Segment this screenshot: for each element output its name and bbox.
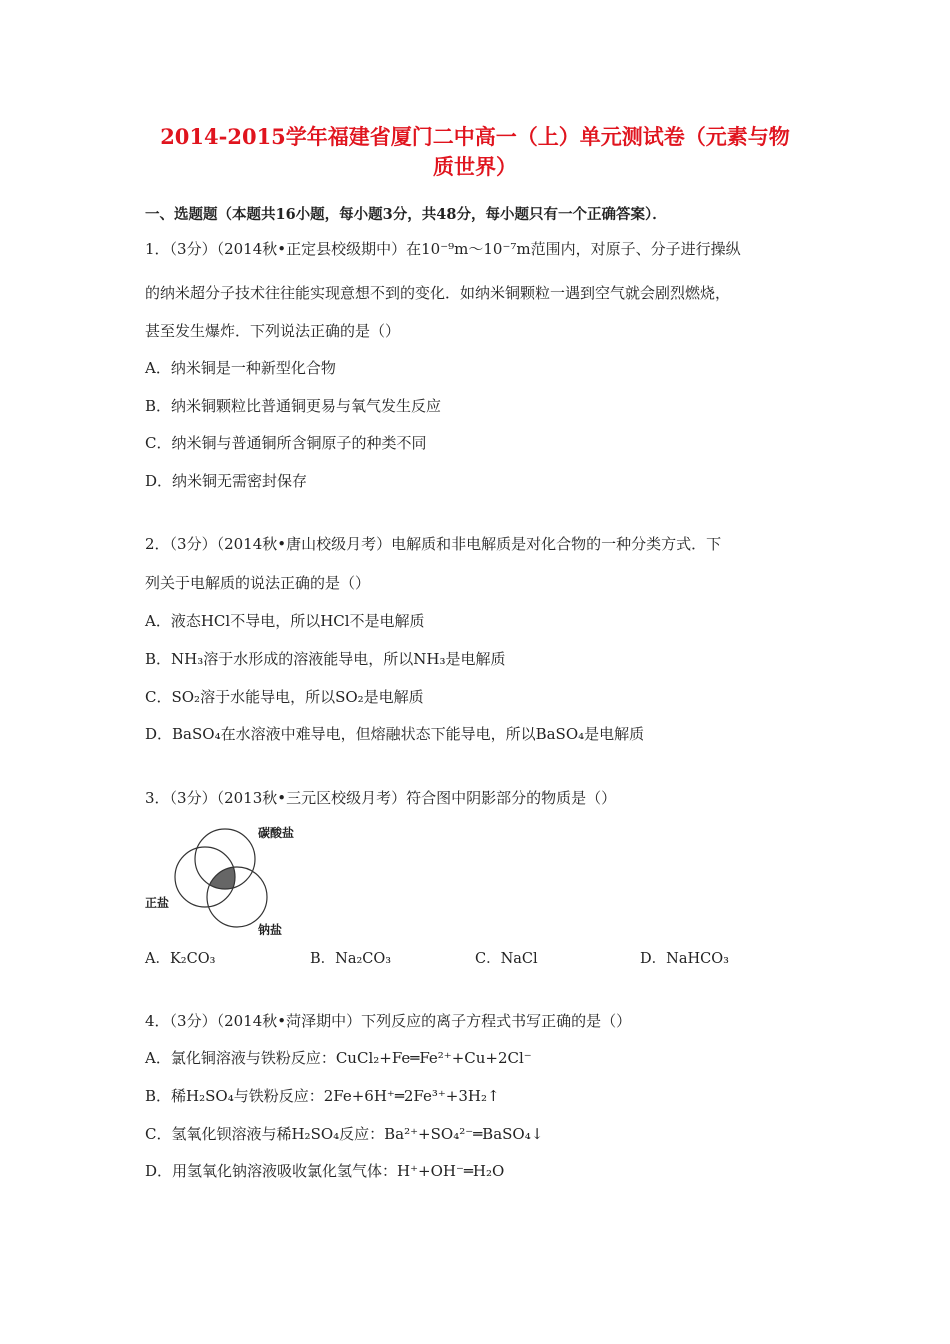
q3-option-d: D．NaHCO₃ — [640, 951, 729, 967]
q3-option-c: C．NaCl — [475, 951, 538, 967]
title-line-1: 2014-2015学年福建省厦门二中高一（上）单元测试卷（元素与物 — [160, 124, 790, 149]
q1-option-d: D．纳米铜无需密封保存 — [145, 472, 308, 490]
q2-stem-line-1: 2．（3分）（2014秋•唐山校级月考）电解质和非电解质是对化合物的一种分类方式．下 — [145, 535, 722, 553]
q2-option-c: C．SO₂溶于水能导电，所以SO₂是电解质 — [145, 688, 424, 706]
q3-stem: 3．（3分）（2013秋•三元区校级月考）符合图中阴影部分的物质是（） — [145, 789, 617, 807]
venn-label-carbonate: 碳酸盐 — [258, 826, 295, 840]
title-line-2: 质世界） — [433, 154, 517, 179]
q2-stem-line-2: 列关于电解质的说法正确的是（） — [145, 574, 371, 592]
q1-stem-line-1: 1．（3分）（2014秋•正定县校级期中）在10⁻⁹m～10⁻⁷m范围内，对原子、分子进行操纵 — [145, 240, 741, 258]
q4-stem: 4．（3分）（2014秋•菏泽期中）下列反应的离子方程式书写正确的是（） — [145, 1012, 632, 1030]
q1-stem-line-2: 的纳米超分子技术往往能实现意想不到的变化．如纳米铜颗粒一遇到空气就会剧烈燃烧， — [145, 284, 731, 302]
venn-diagram — [140, 822, 300, 942]
venn-label-sodium: 钠盐 — [258, 923, 283, 937]
q1-option-a: A．纳米铜是一种新型化合物 — [145, 359, 336, 377]
document-title — [100, 122, 850, 182]
q1-stem-line-3: 甚至发生爆炸．下列说法正确的是（） — [145, 322, 401, 340]
q1-option-b: B．纳米铜颗粒比普通铜更易与氧气发生反应 — [145, 397, 442, 415]
q2-option-b: B．NH₃溶于水形成的溶液能导电，所以NH₃是电解质 — [145, 650, 506, 668]
q4-option-a: A．氯化铜溶液与铁粉反应：CuCl₂+Fe═Fe²⁺+Cu+2Cl⁻ — [145, 1049, 532, 1067]
q2-option-a: A．液态HCl不导电，所以HCl不是电解质 — [145, 612, 425, 630]
q2-option-d: D．BaSO₄在水溶液中难导电，但熔融状态下能导电，所以BaSO₄是电解质 — [145, 725, 645, 743]
q4-option-b: B．稀H₂SO₄与铁粉反应：2Fe+6H⁺═2Fe³⁺+3H₂↑ — [145, 1087, 500, 1105]
q4-option-c: C．氢氧化钡溶液与稀H₂SO₄反应：Ba²⁺+SO₄²⁻═BaSO₄↓ — [145, 1125, 544, 1143]
q3-option-a: A．K₂CO₃ — [145, 951, 216, 967]
section-heading: 一、选题题（本题共16小题，每小题3分，共48分，每小题只有一个正确答案）． — [145, 206, 667, 223]
venn-circle-sodium — [207, 867, 267, 927]
venn-label-normal-salt: 正盐 — [145, 896, 170, 910]
q3-option-b: B．Na₂CO₃ — [310, 951, 392, 967]
q4-option-d: D．用氢氧化钠溶液吸收氯化氢气体：H⁺+OH⁻═H₂O — [145, 1162, 505, 1180]
q1-option-c: C．纳米铜与普通铜所含铜原子的种类不同 — [145, 434, 427, 452]
